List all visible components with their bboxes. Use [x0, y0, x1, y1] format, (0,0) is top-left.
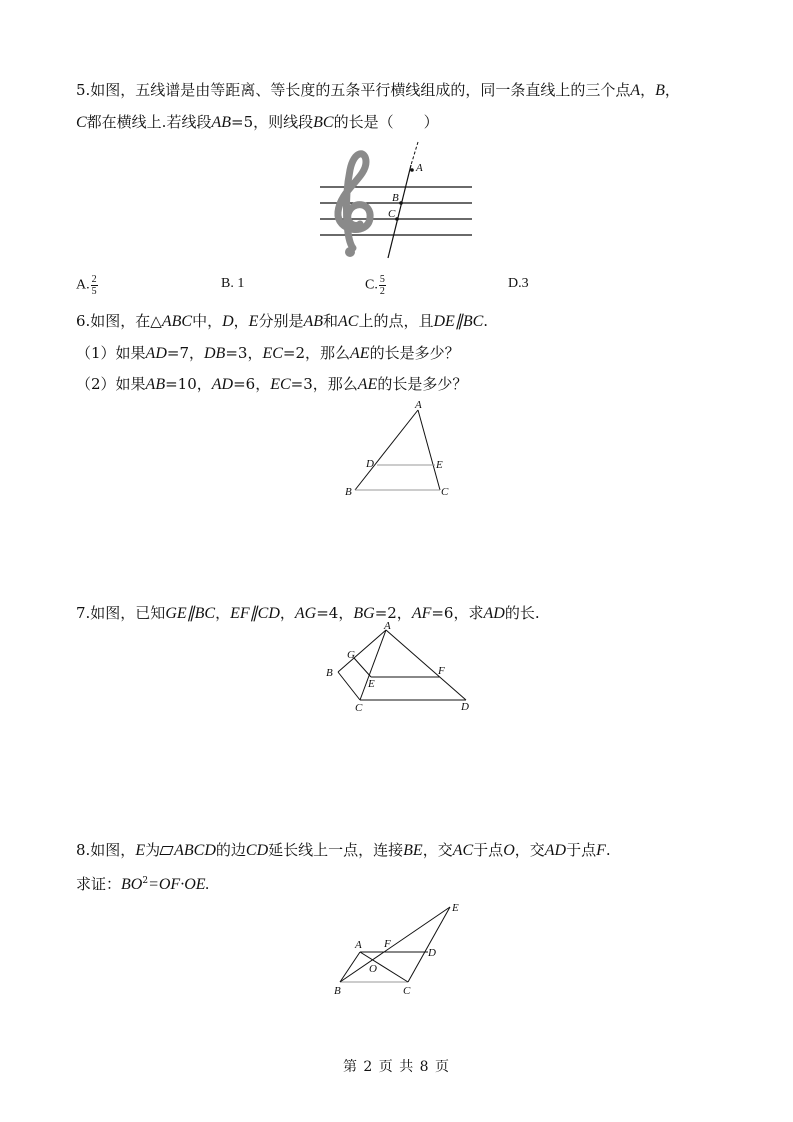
q8-line-ac — [360, 952, 408, 982]
q7-label-e: E — [368, 678, 375, 690]
q6-label-d: D — [366, 458, 374, 470]
q5-point-a — [410, 168, 414, 172]
q8-label-o: O — [369, 963, 377, 975]
q7-label-c: C — [355, 702, 363, 714]
q7-line-1: 7.如图，已知GE∥BC，EF∥CD，AG=4，BG=2，AF=6，求AD的长. — [76, 604, 540, 622]
q8-label-e: E — [452, 902, 459, 914]
q7-line-ad — [386, 630, 466, 700]
q7-figure — [320, 620, 480, 715]
q6-label-a: A — [415, 399, 422, 411]
q5-line-2: C都在横线上.若线段AB=5，则线段BC的长是（ ） — [76, 113, 439, 131]
q8-line-1: 8.如图，E为 ABCD的边CD延长线上一点，连接BE，交AC于点O，交AD于点F. — [76, 841, 611, 859]
q7-label-d: D — [461, 701, 469, 713]
fraction: $\frac{5}{2}$ — [379, 274, 385, 297]
q8-label-c: C — [403, 985, 411, 997]
q5-line-1: 5.如图，五线谱是由等距离、等长度的五条平行横线组成的，同一条直线上的三个点A，B， — [76, 81, 680, 99]
q7-line-bc — [338, 672, 360, 700]
q8-figure — [330, 895, 470, 1005]
q7-line-ge — [354, 658, 371, 677]
q5-label-b: B — [392, 192, 399, 204]
q8-label-d: D — [428, 947, 436, 959]
q5-option-c[interactable]: C. $\frac{5}{2}$ — [365, 274, 385, 297]
q8-label-b: B — [334, 985, 341, 997]
q6-label-b: B — [345, 486, 352, 498]
page-footer: 第 2 页 共 8 页 — [342, 1059, 451, 1075]
q7-line-ab — [338, 630, 386, 672]
q5-option-b[interactable]: B. 1 — [221, 276, 245, 291]
q7-label-f: F — [438, 665, 445, 677]
q5-point-b — [399, 201, 403, 205]
q6-line-3: （2）如果AB=10，AD=6，EC=3，那么AE的长是多少？ — [76, 375, 468, 393]
treble-clef-icon — [338, 154, 370, 257]
q5-point-c — [395, 217, 399, 221]
parallelogram-icon — [159, 846, 173, 855]
q6-side-ac — [418, 410, 440, 490]
q6-line-2: （1）如果AD=7，DB=3，EC=2，那么AE的长是多少？ — [76, 344, 460, 362]
q8-label-a: A — [355, 939, 362, 951]
q8-label-f: F — [384, 938, 391, 950]
q8-line-ab — [340, 952, 360, 982]
q5-staff-figure — [316, 140, 476, 265]
q6-side-ab — [355, 410, 418, 490]
q6-label-e: E — [436, 459, 443, 471]
q5-option-a[interactable]: A. $\frac{2}{5}$ — [76, 274, 97, 297]
q8-line-ce — [408, 907, 450, 982]
q7-label-b: B — [326, 667, 333, 679]
q5-option-d[interactable]: D.3 — [508, 276, 529, 291]
q7-label-g: G — [347, 649, 355, 661]
q5-label-a: A — [416, 162, 423, 174]
fraction: $\frac{2}{5}$ — [91, 274, 97, 297]
q8-line-2: 求证：$BO^2=OF\cdot OE$. — [76, 875, 210, 893]
q6-label-c: C — [441, 486, 449, 498]
q7-label-a: A — [384, 620, 391, 632]
q5-label-c: C — [388, 208, 396, 220]
q6-line-1: 6.如图，在△ABC中，D，E分别是AB和AC上的点，且DE∥BC. — [76, 312, 489, 330]
q6-triangle-figure — [340, 398, 460, 503]
